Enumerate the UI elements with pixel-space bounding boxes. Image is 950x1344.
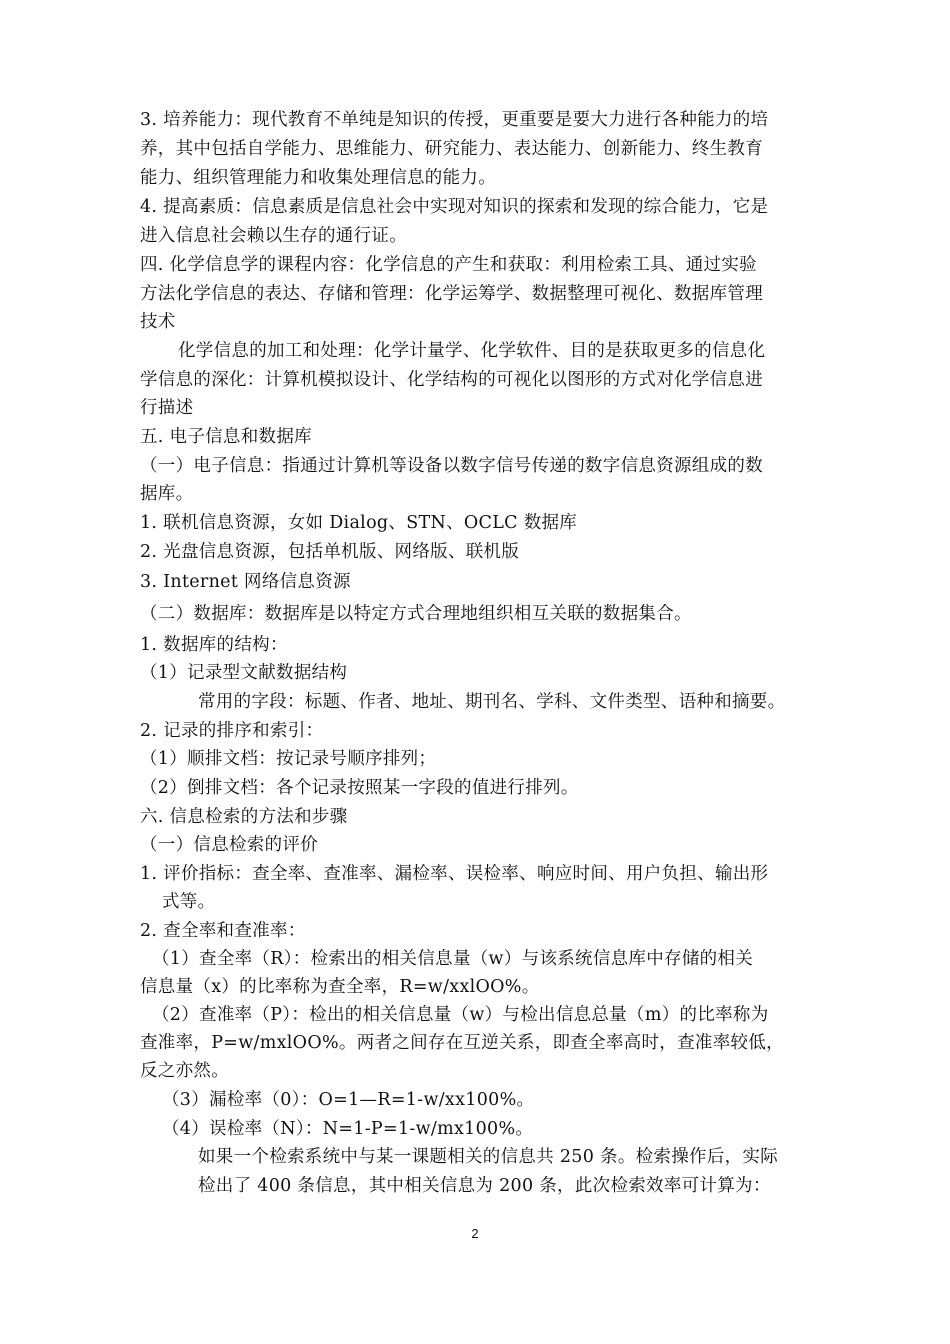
text-line: 3. 培养能力：现代教育不单纯是知识的传授，更重要是要大力进行各种能力的培 [140,110,769,130]
section-heading: 六. 信息检索的方法和步骤 [140,807,348,827]
text-line: 学信息的深化：计算机模拟设计、化学结构的可视化以图形的方式对化学信息进 [140,370,763,390]
text-line: 如果一个检索系统中与某一课题相关的信息共 250 条。检索操作后，实际 [198,1147,779,1167]
text-line: 行描述 [140,398,194,418]
text-line: 检出了 400 条信息，其中相关信息为 200 条，此次检索效率可计算为： [198,1176,771,1196]
text-line: （3）漏检率（0）：O=1—R=1-w/xx100%。 [162,1090,535,1110]
list-item: （2）倒排文档：各个记录按照某一字段的值进行排列。 [140,778,579,798]
list-item: （1）记录型文献数据结构 [140,663,348,683]
text-line: 能力、组织管理能力和收集处理信息的能力。 [140,168,496,188]
text-line: 方法化学信息的表达、存储和管理：化学运筹学、数据整理可视化、数据库管理 [140,284,763,304]
list-item: 2. 查全率和查准率： [140,921,306,941]
text-line: 查准率，P=w/mxlOO%。两者之间存在互逆关系，即查全率高时，查准率较低， [140,1033,784,1053]
text-line: 技术 [140,312,176,332]
text-line: （1）查全率（R）：检索出的相关信息量（w）与该系统信息库中存储的相关 [152,949,754,969]
list-item: 1. 数据库的结构： [140,635,288,655]
text-line: （二）数据库：数据库是以特定方式合理地组织相互关联的数据集合。 [140,604,692,624]
list-item: 3. Internet 网络信息资源 [140,572,351,592]
text-line: 常用的字段：标题、作者、地址、期刊名、学科、文件类型、语种和摘要。 [198,692,786,712]
text-line: 化学信息的加工和处理：化学计量学、化学软件、目的是获取更多的信息化 [178,341,766,361]
text-line: （一）信息检索的评价 [140,835,318,855]
text-line: （4）误检率（N）：N=1-P=1-w/mx100%。 [162,1119,534,1139]
text-line: （一）电子信息：指通过计算机等设备以数字信号传递的数字信息资源组成的数 [140,456,763,476]
list-item: （1）顺排文档：按记录号顺序排列； [140,749,437,769]
list-item: 1. 联机信息资源，女如 Dialog、STN、OCLC 数据库 [140,513,578,533]
section-heading: 四. 化学信息学的课程内容：化学信息的产生和获取：利用检索工具、通过实验 [140,255,757,275]
page-number: 2 [471,1226,479,1241]
list-item: 1. 评价指标：查全率、查准率、漏检率、误检率、响应时间、用户负担、输出形 [140,864,769,884]
list-item: 2. 光盘信息资源，包括单机版、网络版、联机版 [140,542,520,562]
text-line: 养，其中包括自学能力、思维能力、研究能力、表达能力、创新能力、终生教育 [140,139,763,159]
list-item: 2. 记录的排序和索引： [140,721,324,741]
text-line: （2）查准率（P）：检出的相关信息量（w）与检出信息总量（m）的比率称为 [152,1005,769,1025]
text-line: 信息量（x）的比率称为查全率，R=w/xxlOO%。 [140,977,540,997]
text-line: 4. 提高素质：信息素质是信息社会中实现对知识的探索和发现的综合能力，它是 [140,197,769,217]
text-line: 反之亦然。 [140,1061,229,1081]
text-line: 进入信息社会赖以生存的通行证。 [140,226,407,246]
section-heading: 五. 电子信息和数据库 [140,427,312,447]
text-line: 据库。 [140,484,194,504]
text-line: 式等。 [162,892,216,912]
